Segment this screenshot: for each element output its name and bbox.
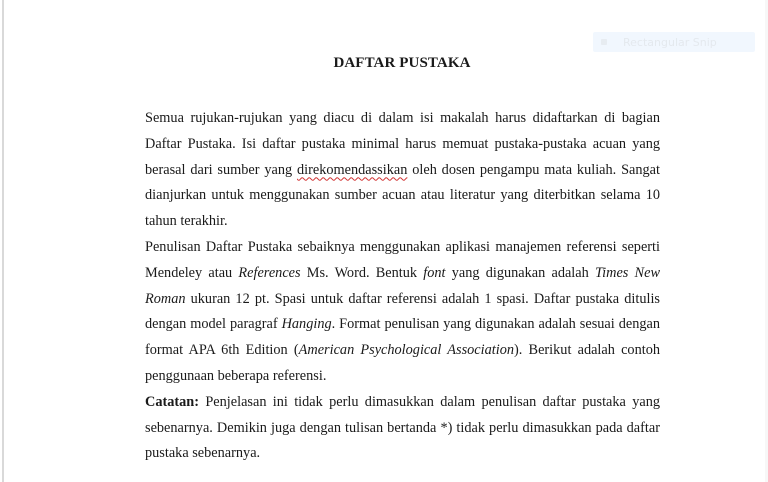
paragraph-text: oleh dosen pengampu mata kuliah. Sangat dianjurkan untuk menggunakan sumber acuan atau literatur yang diterbitkan selama 10 tahun terakhir.: [145, 161, 660, 230]
italic-term: Hanging: [281, 316, 332, 333]
paragraph-references-intro: [145, 106, 660, 235]
italic-term: References: [238, 264, 301, 281]
paragraph-text: Penulisan Daftar Pustaka sebaiknya menggunakan aplikasi manajemen referensi seperti Mendeley atau: [145, 238, 660, 281]
paragraph-writing-guidelines: [145, 235, 660, 390]
italic-term: American Psychological Association: [298, 342, 515, 359]
paragraph-text: Ms. Word. Bentuk: [300, 264, 424, 281]
paragraph-text: Semua rujukan-rujukan yang diacu di dalam isi makalah harus didaftarkan di bagian Daftar Pustaka. Isi daftar pustaka minimal harus memuat pustaka-pustaka acuan yang berasal dari sumber yang: [145, 110, 660, 178]
page-left-border: [2, 0, 4, 482]
rectangular-snip-overlay[interactable]: [593, 32, 755, 52]
snip-label: Rectangular Snip: [623, 35, 717, 49]
note-label: Catatan:: [145, 393, 200, 410]
paragraph-note: [145, 390, 660, 467]
italic-term: font: [423, 264, 446, 281]
note-text: Penjelasan ini tidak perlu dimasukkan dalam penulisan daftar pustaka yang sebenarnya. Demikin juga dengan tulisan bertanda *) tidak perlu dimasukkan pada daftar pustaka sebenarnya.: [145, 393, 660, 462]
paragraph-text: ukuran 12 pt. Spasi untuk daftar referensi adalah 1 spasi. Daftar pustaka ditulis dengan model paragraf: [145, 290, 660, 333]
italic-term: Times New Roman: [145, 264, 660, 307]
paragraph-text: yang digunakan adalah: [445, 264, 595, 281]
misspelled-word[interactable]: direkomendassikan: [296, 161, 408, 178]
paragraph-text: ). Berikut adalah contoh penggunaan beberapa referensi.: [145, 342, 660, 384]
document-title: DAFTAR PUSTAKA: [333, 55, 471, 71]
snip-icon: [601, 39, 607, 45]
document-body: [145, 106, 660, 467]
paragraph-text: . Format penulisan yang digunakan adalah sesuai dengan format APA 6th Edition (: [145, 316, 660, 359]
